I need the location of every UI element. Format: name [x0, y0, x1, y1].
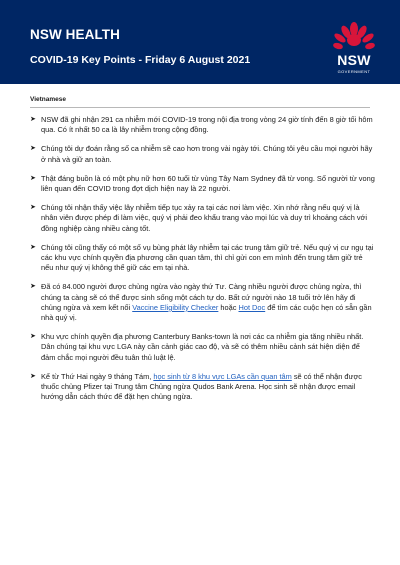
key-point: [30, 243, 375, 274]
key-point: [30, 115, 375, 135]
key-point-text: Đã có 84.000 người được chủng ngừa vào ngày thứ Tư. Càng nhiều người được chủng ngừa, thì chúng ta càng sẽ có thể được sinh sống một cách tự do. Bất cứ người nào 18 tuổi trở lên hãy đi chủng ngừa và xem kết nối: [41, 282, 362, 312]
key-point-text: hoặc: [218, 302, 239, 312]
arrow-bullet-icon: ➤: [30, 333, 36, 341]
students-lga-link[interactable]: học sinh từ 8 khu vực LGAs cần quan tâm: [153, 371, 292, 381]
logo-government-label: GOVERNMENT: [337, 69, 371, 74]
key-point-text: Chúng tôi cũng thấy có một số vụ bùng phát lây nhiễm tại các trung tâm giữ trẻ. Nếu quý vị cư ngụ tại các khu vực chính quyền địa phương cần quan tâm, thì chỉ gửi con em mình đến trung tâm giữ trẻ nếu như quý vị không thể giữ các em tại nhà.: [41, 242, 374, 273]
arrow-bullet-icon: ➤: [30, 283, 36, 291]
key-point: [30, 203, 375, 234]
document-header: [0, 0, 400, 84]
arrow-bullet-icon: ➤: [30, 243, 36, 251]
key-point-text: Thật đáng buồn là có một phụ nữ hơn 60 tuổi từ vùng Tây Nam Sydney đã từ vong. Số người từ vong liên quan đến COVID trong đợt dịch hiện nay là 22 người.: [41, 173, 375, 194]
key-point-text: Chúng tôi nhận thấy việc lây nhiễm tiếp tục xảy ra tại các nơi làm việc. Xin nhớ rằng nếu quý vị là nhân viên được phép đi làm việc, quý vị phải đeo khẩu trang vào mọi lúc và duy trì khoảng cách với đồng nghiệp càng nhiều càng tốt.: [41, 203, 368, 233]
arrow-bullet-icon: ➤: [30, 116, 36, 123]
key-point: [30, 282, 375, 323]
key-point: [30, 144, 375, 164]
header-title: NSW HEALTH: [30, 27, 120, 42]
key-point-text: Kể từ Thứ Hai ngày 9 tháng Tám,: [41, 371, 154, 381]
key-point-text: sẽ có thể nhận được thuốc chủng Pfizer tại Trung tâm Chủng ngừa Qudos Bank Arena. Học sinh sẽ nhận được email hướng dẫn cách thức để đặt hẹn chủng ngừa.: [41, 371, 363, 402]
vaccine-eligibility-checker-link[interactable]: Vaccine Eligibility Checker: [132, 302, 219, 312]
key-point: [30, 174, 375, 194]
arrow-bullet-icon: ➤: [30, 145, 36, 153]
arrow-bullet-icon: ➤: [30, 204, 36, 212]
key-point-text: Khu vực chính quyền địa phương Canterbury Banks-town là nơi các ca nhiễm gia tăng nhiều nhất. Dân chúng tại khu vực LGA này cần cảnh giác cao độ, và sẽ có thêm nhiều cảnh sát hiện diện để đảm chắc mọi người đều tuân thủ luật lệ.: [41, 332, 364, 362]
logo-wordmark: NSW: [337, 52, 371, 68]
language-label: Vietnamese: [30, 96, 67, 103]
key-points-list: [30, 115, 375, 411]
key-point: [30, 372, 375, 403]
arrow-bullet-icon: ➤: [30, 372, 36, 380]
divider: [30, 107, 370, 108]
nsw-government-logo: [330, 20, 378, 80]
key-point-text: để tìm các cuộc hẹn có sẵn gần nhà quý vị.: [41, 302, 372, 323]
key-point-text: Chúng tôi dự đoán rằng số ca nhiễm sẽ cao hơn trong vài ngày tới. Chúng tôi yêu cầu mọi người hãy ở nhà và giữ an toàn.: [41, 144, 373, 164]
key-point-text: NSW đã ghi nhận 291 ca nhiễm mới COVID-19 trong nội địa trong vòng 24 giờ tính đến 8 giờ tối hôm qua. Có ít nhất 50 ca là lây nhiễm trong cộng đồng.: [41, 115, 373, 135]
arrow-bullet-icon: ➤: [30, 174, 36, 182]
hot-doc-link[interactable]: Hot Doc: [238, 302, 266, 312]
key-point: [30, 332, 375, 363]
waratah-icon: [330, 20, 378, 52]
header-subtitle: COVID-19 Key Points - Friday 6 August 2021: [30, 54, 251, 66]
